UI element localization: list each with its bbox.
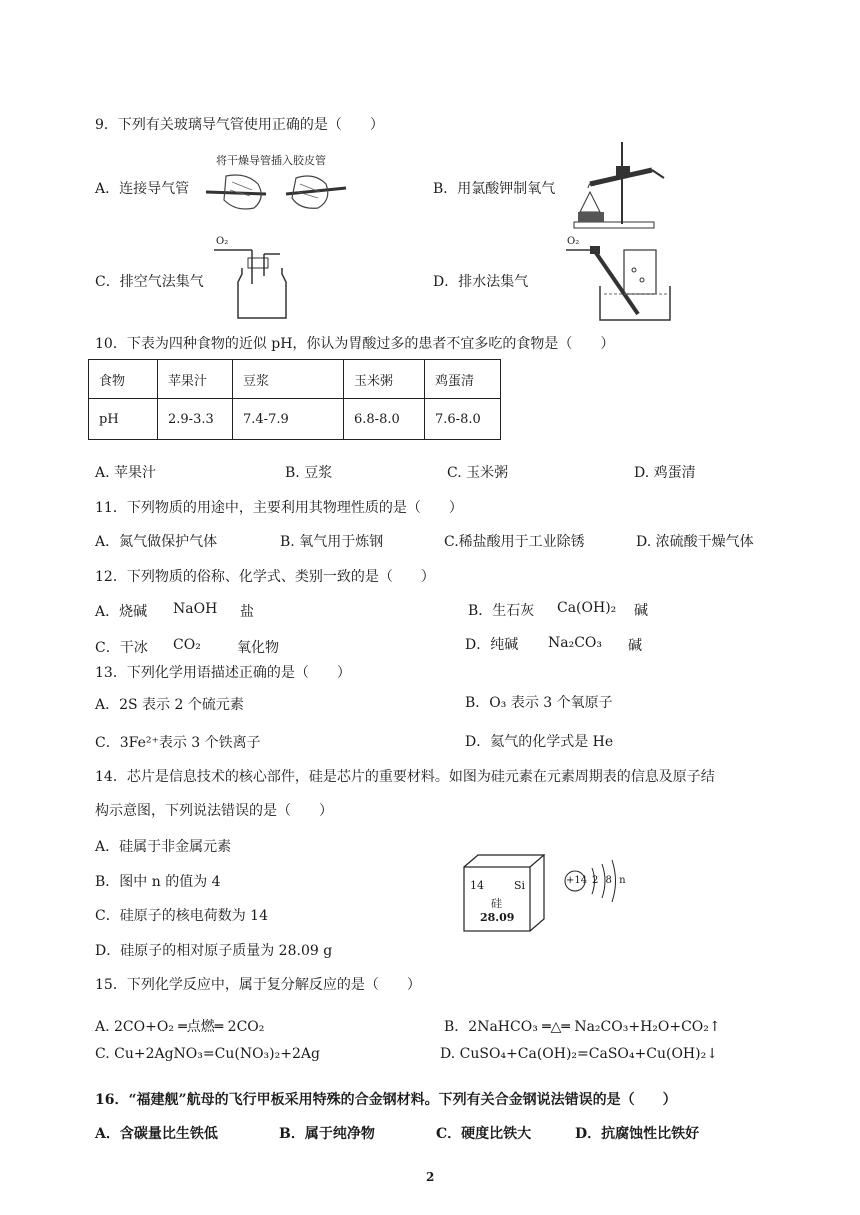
q9-figure-caption: 将干燥导管插入胶皮管 (216, 154, 326, 167)
q12-b-formula: Ca(OH)₂ (557, 600, 617, 616)
q13-option-a: A．2S 表示 2 个硫元素 (95, 697, 244, 713)
q12-d-name: D．纯碱 (465, 637, 519, 653)
element-mass: 28.09 (480, 911, 515, 924)
atom-nucleus-charge: +14 (566, 875, 588, 886)
q16-option-b: B．属于纯净物 (279, 1126, 375, 1142)
q13-option-d: D．氦气的化学式是 He (465, 734, 614, 750)
q15-stem: 15．下列化学反应中，属于复分解反应的是（ ） (95, 977, 421, 993)
table-row (89, 399, 501, 440)
q14-stem-line1: 14．芯片是信息技术的核心部件，硅是芯片的重要材料。如图为硅元素在元素周期表的信息及原子结 (95, 769, 715, 785)
q13-option-b: B．O₃ 表示 3 个氧原子 (465, 695, 613, 711)
table-cell: 鸡蛋清 (425, 360, 501, 399)
element-symbol: Si (514, 879, 526, 892)
q12-stem: 12．下列物质的俗称、化学式、类别一致的是（ ） (95, 569, 435, 585)
table-cell: 玉米粥 (344, 360, 425, 399)
q14-stem-line2: 构示意图，下列说法错误的是（ ） (95, 803, 333, 819)
q11-option-c: C.稀盐酸用于工业除锈 (444, 534, 585, 550)
q10-option-d: D. 鸡蛋清 (634, 465, 696, 481)
page-number: 2 (426, 1170, 435, 1184)
q12-b-name: B．生石灰 (468, 603, 535, 619)
table-cell: 7.6-8.0 (425, 399, 501, 440)
q9-c-gas-label: O₂ (216, 236, 229, 247)
q16-option-c: C．硬度比铁大 (436, 1126, 532, 1142)
q12-a-class: 盐 (240, 604, 254, 620)
q16-option-a: A．含碳量比生铁低 (95, 1126, 218, 1142)
table-cell: 豆浆 (233, 360, 344, 399)
table-cell: pH (89, 399, 158, 440)
q11-stem: 11．下列物质的用途中，主要利用其物理性质的是（ ） (95, 500, 463, 516)
table-cell: 食物 (89, 360, 158, 399)
q9-option-c: C．排空气法集气 (95, 274, 204, 290)
air-displacement-bottle-figure (212, 244, 302, 324)
kclo3-oxygen-apparatus-figure (560, 138, 670, 230)
q12-c-class: 氧化物 (237, 640, 279, 656)
q14-option-b: B．图中 n 的值为 4 (95, 874, 221, 890)
q15-option-a: A. 2CO+O₂ ═点燃═ 2CO₂ (95, 1019, 265, 1035)
q12-b-class: 碱 (634, 603, 648, 619)
q12-a-formula: NaOH (173, 601, 218, 617)
q13-stem: 13．下列化学用语描述正确的是（ ） (95, 665, 351, 681)
atom-shell-electrons: 2 8 n (592, 875, 628, 886)
q12-d-formula: Na₂CO₃ (548, 635, 603, 651)
q12-a-name: A．烧碱 (95, 604, 148, 620)
q11-option-d: D. 浓硫酸干燥气体 (636, 534, 754, 550)
q14-option-a: A．硅属于非金属元素 (95, 839, 232, 855)
ph-table (88, 359, 501, 440)
q9-option-d: D．排水法集气 (433, 274, 529, 290)
q14-option-d: D．硅原子的相对原子质量为 28.09 g (95, 943, 333, 959)
hands-connecting-tube-figure (196, 164, 356, 216)
q12-d-class: 碱 (628, 638, 642, 654)
q16-stem: 16．“福建舰”航母的飞行甲板采用特殊的合金钢材料。下列有关合金钢说法错误的是（ ） (95, 1092, 677, 1108)
q10-option-a: A. 苹果汁 (95, 465, 157, 481)
q12-c-formula: CO₂ (173, 637, 201, 653)
q10-option-c: C. 玉米粥 (447, 465, 509, 481)
q9-d-gas-label: O₂ (567, 236, 580, 247)
table-cell: 苹果汁 (158, 360, 233, 399)
q15-option-b: B．2NaHCO₃ ═△═ Na₂CO₃+H₂O+CO₂↑ (444, 1019, 721, 1035)
element-name: 硅 (491, 897, 502, 910)
q9-stem: 9．下列有关玻璃导气管使用正确的是（ ） (95, 117, 384, 133)
q14-option-c: C．硅原子的核电荷数为 14 (95, 908, 268, 924)
table-cell: 7.4-7.9 (233, 399, 344, 440)
table-cell: 6.8-8.0 (344, 399, 425, 440)
q12-c-name: C．干冰 (95, 640, 148, 656)
water-displacement-figure (564, 244, 674, 324)
q15-option-c: C. Cu+2AgNO₃=Cu(NO₃)₂+2Ag (95, 1046, 320, 1062)
q13-option-c: C．3Fe²⁺表示 3 个铁离子 (95, 735, 261, 751)
table-header-row (89, 360, 501, 399)
q16-option-d: D．抗腐蚀性比铁好 (575, 1126, 700, 1142)
table-cell: 2.9-3.3 (158, 399, 233, 440)
q9-option-a: A．连接导气管 (95, 181, 190, 197)
q11-option-a: A．氮气做保护气体 (95, 534, 218, 550)
q10-option-b: B. 豆浆 (285, 465, 333, 481)
element-atomic-number: 14 (470, 879, 484, 892)
q15-option-d: D. CuSO₄+Ca(OH)₂=CaSO₄+Cu(OH)₂↓ (440, 1046, 718, 1062)
q10-stem: 10．下表为四种食物的近似 pH，你认为胃酸过多的患者不宜多吃的食物是（ ） (95, 336, 615, 352)
q9-option-b: B．用氯酸钾制氧气 (433, 181, 556, 197)
q11-option-b: B. 氧气用于炼钢 (280, 534, 384, 550)
